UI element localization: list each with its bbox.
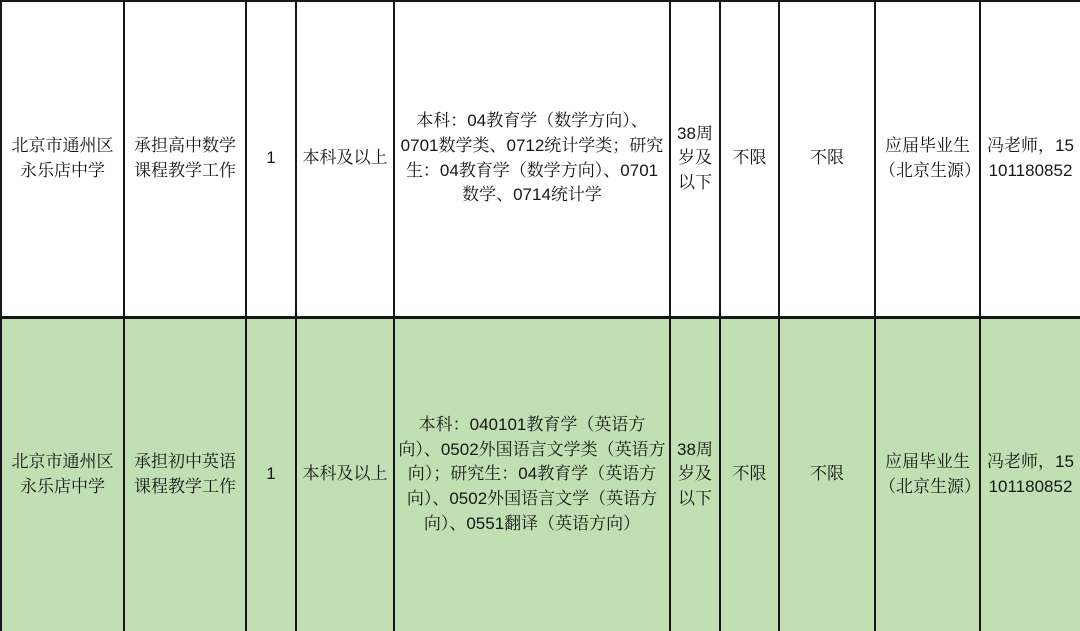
cell-restriction-1: 不限 — [720, 1, 779, 317]
cell-job-duty: 承担高中数学课程教学工作 — [124, 1, 246, 317]
cell-contact: 冯老师，15101180852 — [980, 1, 1080, 317]
cell-school: 北京市通州区永乐店中学 — [1, 317, 124, 631]
cell-education: 本科及以上 — [296, 1, 394, 317]
cell-headcount: 1 — [246, 317, 296, 631]
cell-graduate-type: 应届毕业生（北京生源） — [875, 1, 980, 317]
cell-majors: 本科：04教育学（数学方向）、0701数学类、0712统计学类；研究生：04教育学（数学方向）、0701数学、0714统计学 — [394, 1, 670, 317]
cell-restriction-2: 不限 — [779, 317, 875, 631]
table-row-english-teacher — [1, 317, 1080, 631]
cell-age-limit: 38周岁及以下 — [670, 317, 720, 631]
cell-restriction-1: 不限 — [720, 317, 779, 631]
cell-age-limit: 38周岁及以下 — [670, 1, 720, 317]
cell-restriction-2: 不限 — [779, 1, 875, 317]
cell-education: 本科及以上 — [296, 317, 394, 631]
cell-headcount: 1 — [246, 1, 296, 317]
cell-majors: 本科：040101教育学（英语方向）、0502外国语言文学类（英语方向）；研究生：04教育学（英语方向）、0502外国语言文学（英语方向）、0551翻译（英语方向） — [394, 317, 670, 631]
cell-job-duty: 承担初中英语课程教学工作 — [124, 317, 246, 631]
table-row-math-teacher — [1, 1, 1080, 317]
cell-school: 北京市通州区永乐店中学 — [1, 1, 124, 317]
cell-graduate-type: 应届毕业生（北京生源） — [875, 317, 980, 631]
cell-contact: 冯老师，15101180852 — [980, 317, 1080, 631]
